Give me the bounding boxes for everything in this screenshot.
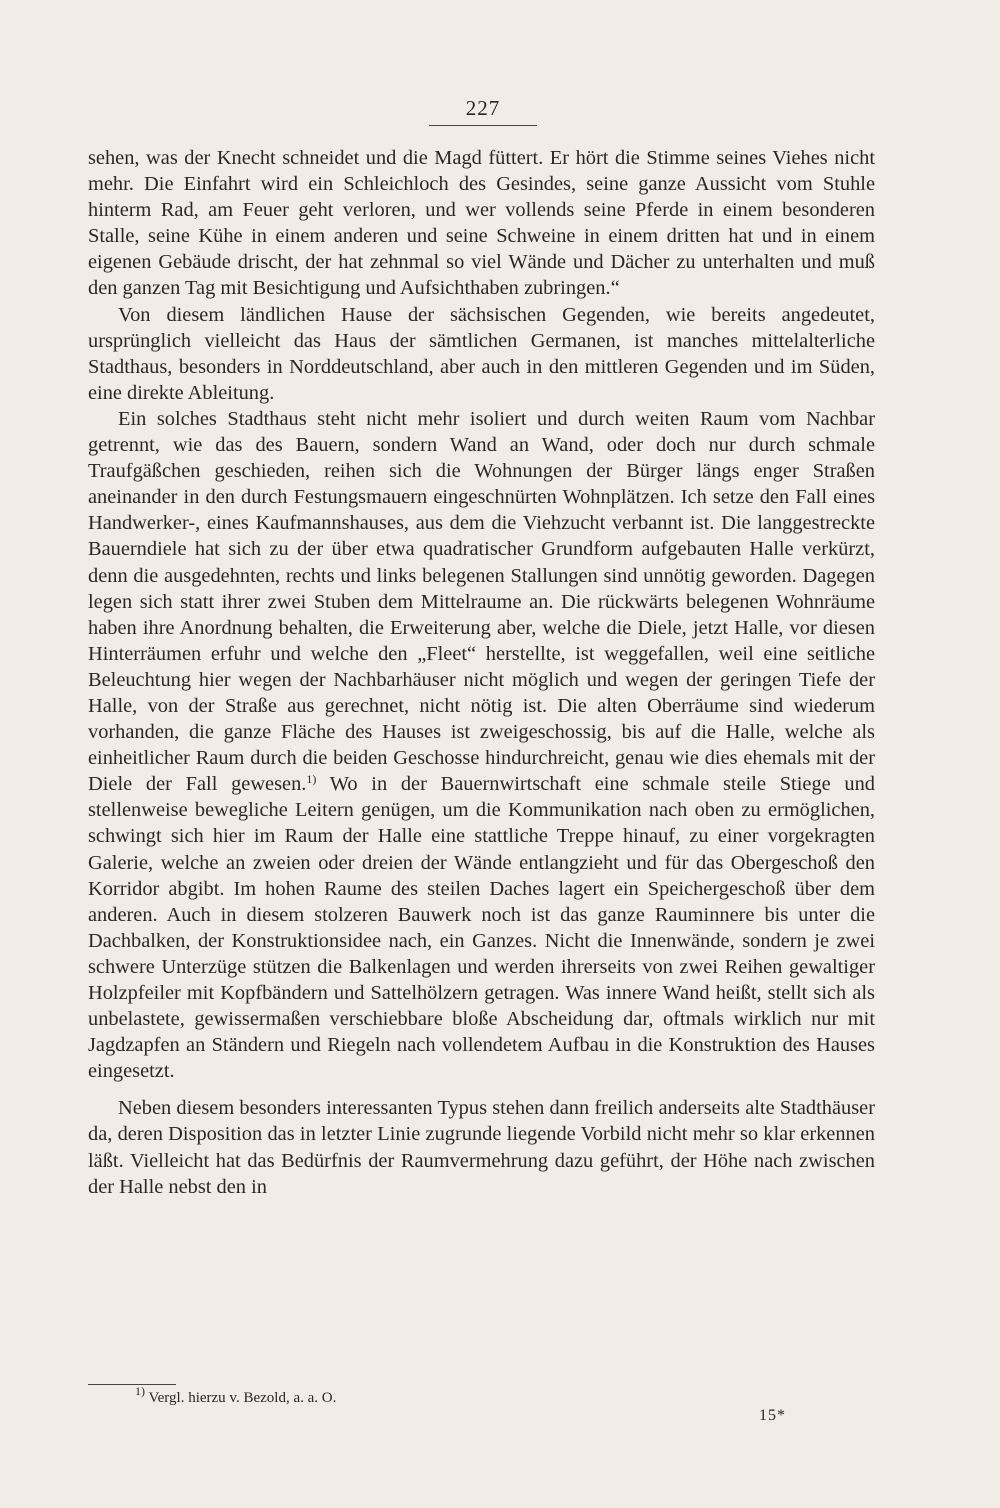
- paragraph-2: Von diesem ländlichen Hause der sächsischen Gegenden, wie bereits angedeutet, ursprünglich vielleicht das Haus der sämtlichen Germanen, ist manches mittelalterliche Stadthaus, besonders in Norddeutschland, aber auch in den mittleren Gegenden und im Süden, eine direkte Ableitung.: [88, 303, 875, 404]
- paragraph-3-continuation: Wo in der Bauernwirtschaft eine schmale steile Stiege und stellenweise bewegliche Leitern genügen, um die Kommunikation nach oben zu ermöglichen, schwingt sich hier im Raum der Halle eine stattliche Treppe hinauf, zu einer vorgekragten Galerie, welche an zweien oder dreien der Wände entlangzieht und für das Obergeschoß den Korridor abgibt. Im hohen Raume des steilen Daches lagert ein Speichergeschoß über dem anderen. Auch in diesem stolzeren Bauwerk noch ist das ganze Rauminnere bis unter die Dachbalken, der Konstruktionsidee nach, ein Ganzes. Nicht die Innenwände, sondern je zwei schwere Unterzüge stützen die Balkenlagen und werden ihrerseits von zwei Reihen gewaltiger Holzpfeiler mit Kopfbändern und Sattelhölzern getragen. Was innere Wand heißt, stellt sich als unbelastete, gewissermaßen verschiebbare bloße Abscheidung dar, oftmals wirklich nur mit Jagdzapfen an Ständern und Riegeln nach vollendetem Aufbau in die Konstruktion des Hauses eingesetzt.: [88, 773, 875, 1083]
- paragraph-3: [88, 406, 875, 1084]
- footnote-marker: 1): [135, 1384, 145, 1398]
- paragraph-4: Neben diesem besonders interessanten Typus stehen dann freilich anderseits alte Stadthäuser da, deren Disposition das in letzter Linie zugrunde liegende Vorbild nicht mehr so klar erkennen läßt. Vielleicht hat das Bedürfnis der Raumvermehrung dazu geführt, der Höhe nach zwischen der Halle nebst den in: [88, 1097, 875, 1198]
- paragraph-1: sehen, was der Knecht schneidet und die Magd füttert. Er hört die Stimme seines Viehes nicht mehr. Die Einfahrt wird ein Schleichloch des Gesindes, seine ganze Aussicht vom Stuhle hinterm Rad, am Feuer geht verloren, und wer vollends seine Pferde in einem besonderen Stalle, seine Kühe in einem anderen und seine Schweine in einem dritten hat und in einem eigenen Gebäude drischt, der hat zehnmal so viel Wände und Dächer zu unterhalten und muß den ganzen Tag mit Besichtigung und Aufsichthaben zubringen.“: [88, 147, 875, 300]
- page-number: 227: [465, 96, 501, 120]
- signature-mark: 15*: [759, 1407, 786, 1424]
- page-number-rule: [429, 125, 537, 126]
- paragraph-3-text: Ein solches Stadthaus steht nicht mehr isoliert und durch weiten Raum vom Nachbar getrennt, wie das des Bauern, sondern Wand an Wand, oder doch nur durch schmale Traufgäßchen geschieden, reihen sich die Wohnungen der Bürger längs enger Straßen aneinander in den durch Festungsmauern eingeschnürten Wohnplätzen. Ich setze den Fall eines Handwerker-, eines Kaufmannshauses, aus dem die Viehzucht verbannt ist. Die langgestreckte Bauerndiele hat sich zu der über etwa quadratischer Grundform aufgebauten Halle verkürzt, denn die ausgedehnten, rechts und links belegenen Stallungen sind unnötig geworden. Dagegen legen sich statt ihrer zwei Stuben dem Mittelraume an. Die rückwärts belegenen Wohnräume haben ihre Anordnung behalten, die Erweiterung aber, welche die Diele, jetzt Halle, vor diesen Hinterräumen erfuhr und welche den „Fleet“ herstellte, ist weggefallen, weil eine seitliche Beleuchtung hier wegen der Nachbarhäuser nicht möglich und wegen der geringen Tiefe der Halle, von der Straße aus gerechnet, nicht nötig ist. Die alten Oberräume sind wiederum vorhanden, die ganze Fläche des Hauses ist zweigeschossig, bis auf die Halle, welche als einheitlicher Raum durch die beiden Geschosse hindurchreicht, genau wie dies ehemals mit der Diele der Fall gewesen.: [88, 407, 875, 796]
- footnote-text: Vergl. hierzu v. Bezold, a. a. O.: [148, 1390, 337, 1406]
- body-text: [88, 145, 875, 1200]
- footnote-reference: 1): [306, 772, 317, 787]
- footnote: [135, 1384, 337, 1408]
- footnote-rule: [88, 1384, 176, 1385]
